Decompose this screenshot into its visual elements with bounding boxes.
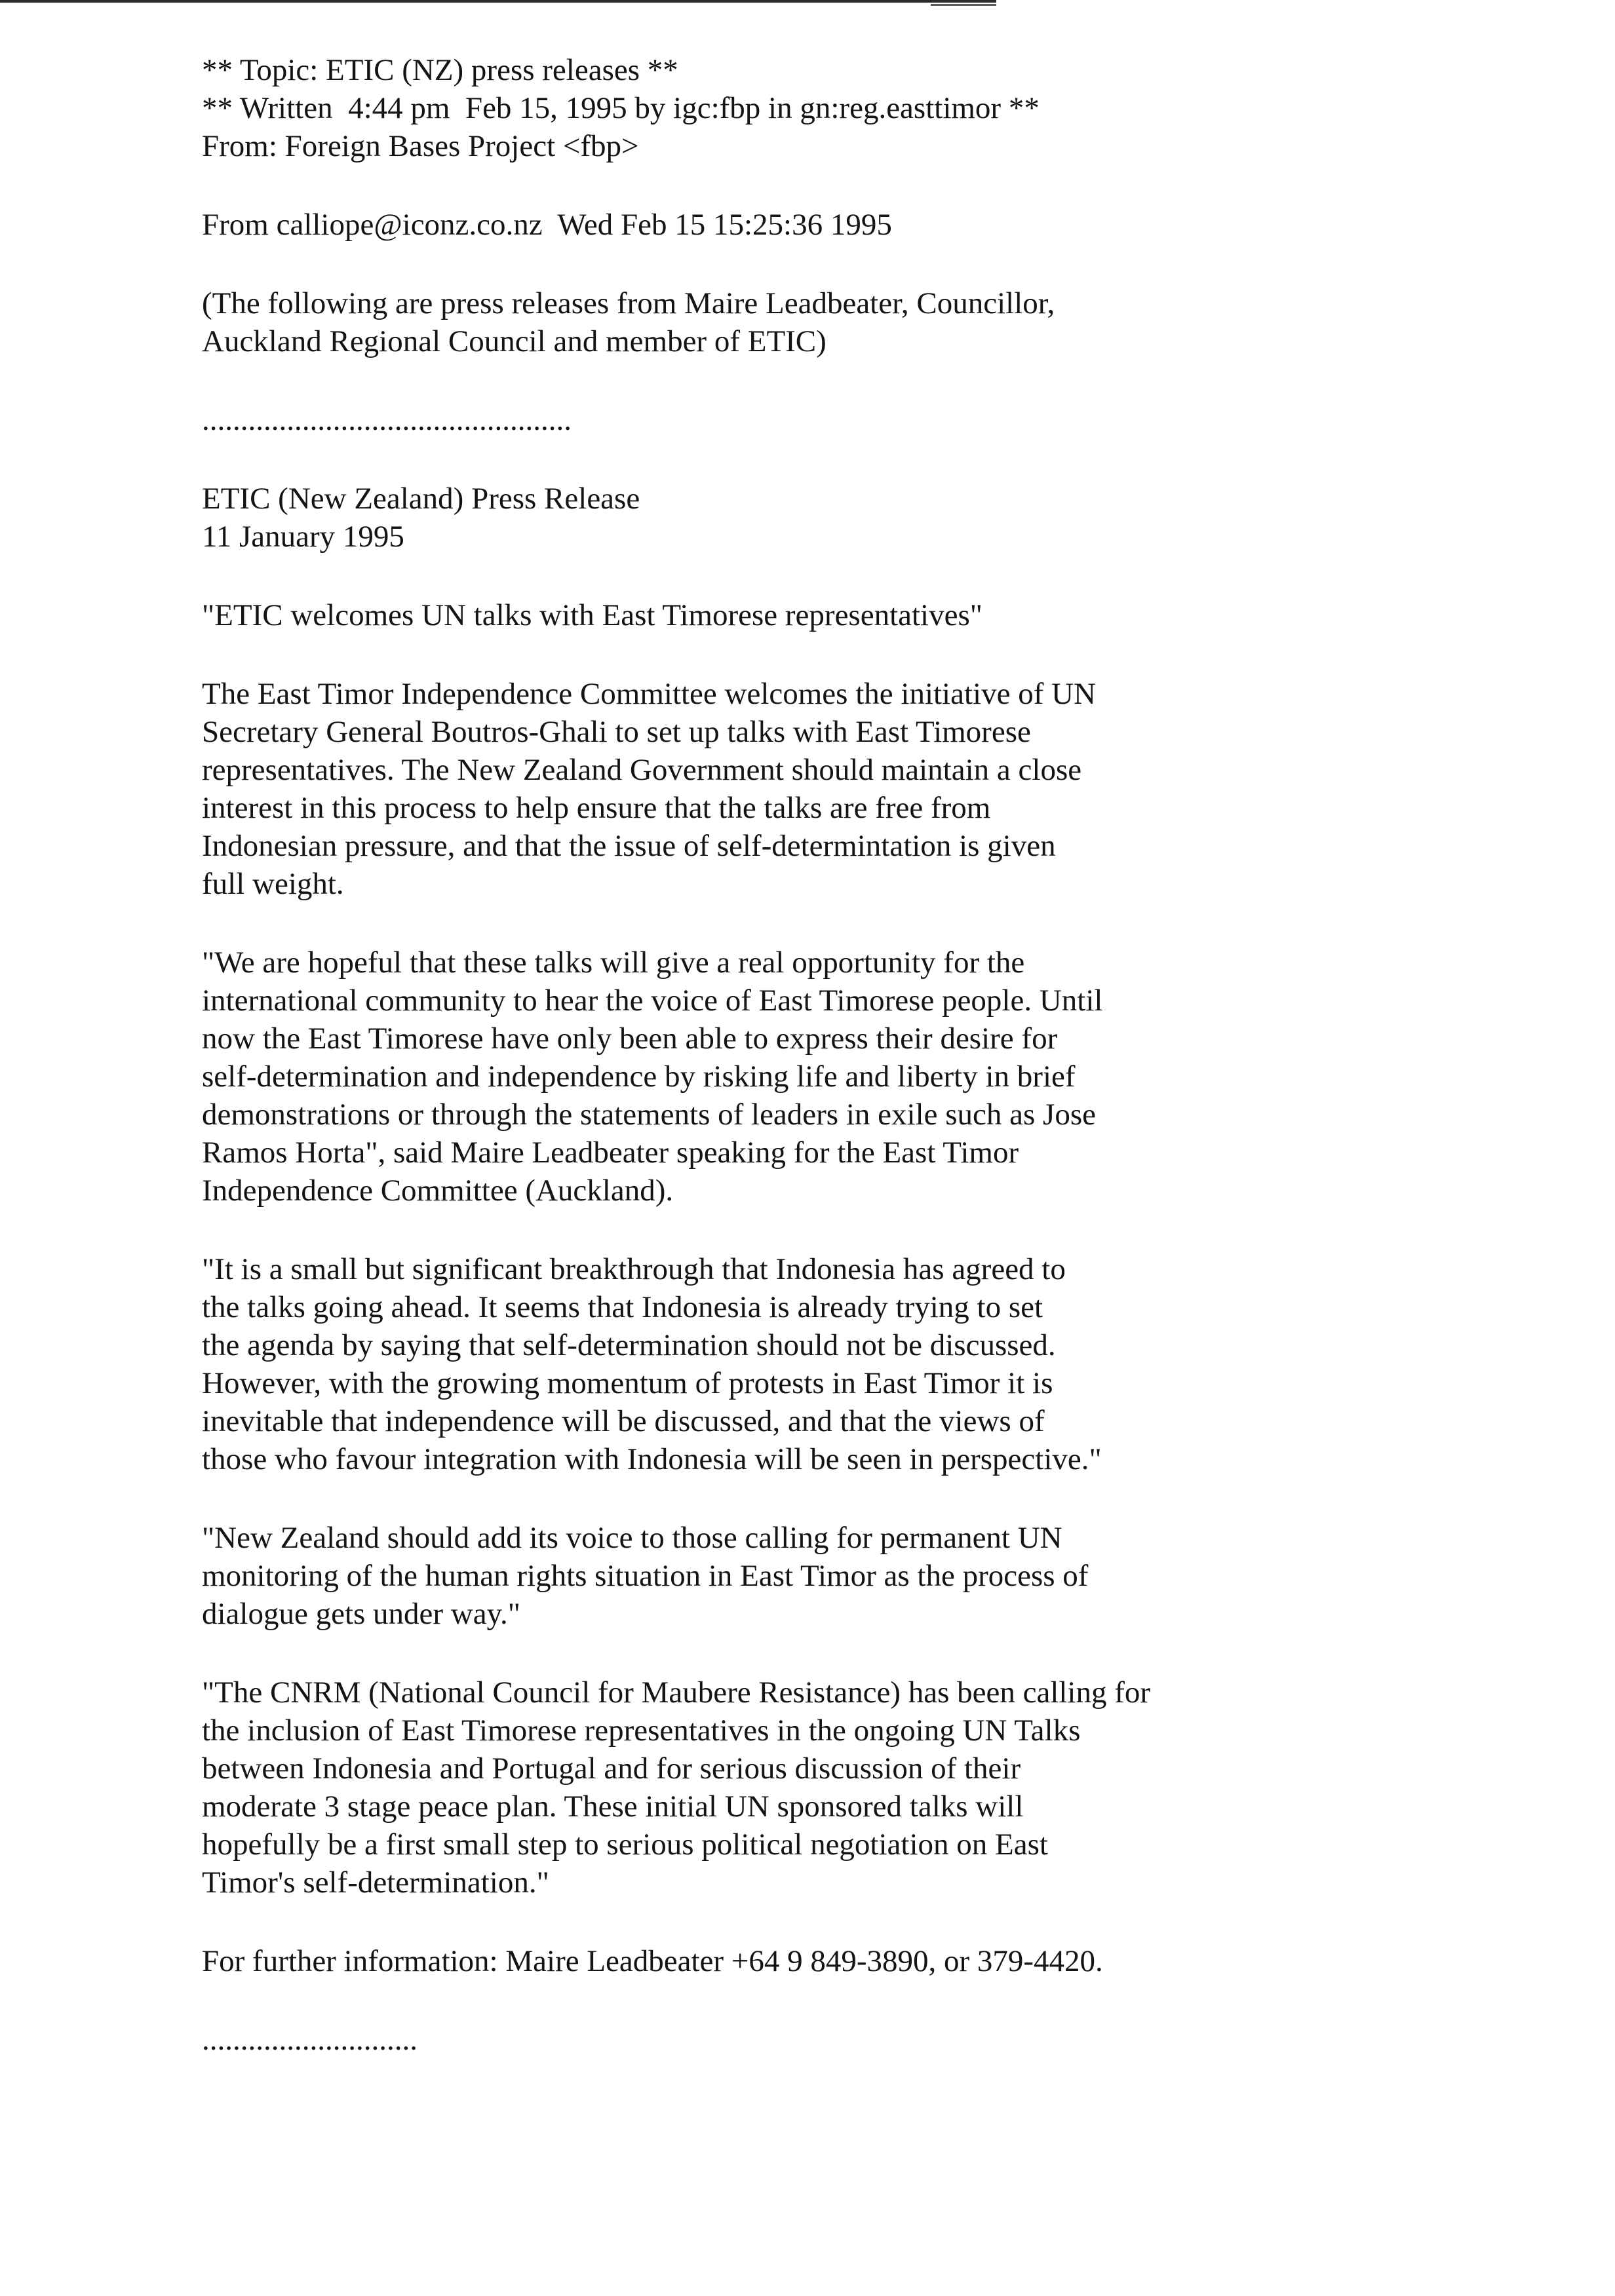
body-line: monitoring of the human rights situation in East Timor as the process of bbox=[202, 1559, 1089, 1593]
separator-short-block bbox=[202, 2021, 1447, 2059]
body-line: "The CNRM (National Council for Maubere Resistance) has been calling for bbox=[202, 1675, 1151, 1710]
body-paragraph-4 bbox=[202, 1519, 1447, 1633]
separator-long-block bbox=[202, 401, 1447, 439]
release-headline: "ETIC welcomes UN talks with East Timorese representatives" bbox=[202, 598, 983, 632]
body-line: "New Zealand should add its voice to those calling for permanent UN bbox=[202, 1521, 1062, 1555]
envelope-line-block bbox=[202, 206, 1447, 244]
body-paragraph-5 bbox=[202, 1674, 1447, 1902]
release-org: ETIC (New Zealand) Press Release bbox=[202, 482, 640, 516]
body-line: representatives. The New Zealand Government should maintain a close bbox=[202, 753, 1082, 787]
body-line: between Indonesia and Portugal and for serious discussion of their bbox=[202, 1751, 1021, 1786]
intro-paragraph bbox=[202, 284, 1447, 360]
contact-paragraph bbox=[202, 1942, 1447, 1980]
body-paragraph-2 bbox=[202, 944, 1447, 1210]
body-line: Independence Committee (Auckland). bbox=[202, 1174, 674, 1208]
topic-line: ** Topic: ETIC (NZ) press releases ** bbox=[202, 53, 678, 87]
body-line: international community to hear the voice of East Timorese people. Until bbox=[202, 984, 1103, 1018]
scan-top-edge bbox=[0, 0, 996, 3]
body-line: full weight. bbox=[202, 867, 344, 901]
message-header bbox=[202, 51, 1447, 165]
body-line: those who favour integration with Indonesia will be seen in perspective." bbox=[202, 1442, 1102, 1476]
body-line: moderate 3 stage peace plan. These initial UN sponsored talks will bbox=[202, 1789, 1024, 1824]
written-line: ** Written 4:44 pm Feb 15, 1995 by igc:fbp in gn:reg.easttimor ** bbox=[202, 91, 1040, 125]
body-line: hopefully be a first small step to serious political negotiation on East bbox=[202, 1827, 1048, 1862]
separator-short: ............................ bbox=[202, 2023, 418, 2057]
body-line: "It is a small but significant breakthrough that Indonesia has agreed to bbox=[202, 1252, 1066, 1286]
body-line: "We are hopeful that these talks will give a real opportunity for the bbox=[202, 946, 1025, 980]
body-line: Secretary General Boutros-Ghali to set up talks with East Timorese bbox=[202, 715, 1031, 749]
body-line: the inclusion of East Timorese representatives in the ongoing UN Talks bbox=[202, 1713, 1081, 1748]
body-line: Indonesian pressure, and that the issue of self-determintation is given bbox=[202, 829, 1056, 863]
contact-line: For further information: Maire Leadbeater +64 9 849-3890, or 379-4420. bbox=[202, 1944, 1103, 1978]
intro-line: (The following are press releases from Maire Leadbeater, Councillor, bbox=[202, 286, 1055, 320]
release-heading bbox=[202, 480, 1447, 556]
body-paragraph-1 bbox=[202, 675, 1447, 903]
body-line: However, with the growing momentum of protests in East Timor it is bbox=[202, 1366, 1053, 1400]
body-line: the talks going ahead. It seems that Indonesia is already trying to set bbox=[202, 1290, 1043, 1324]
body-line: now the East Timorese have only been able to express their desire for bbox=[202, 1022, 1058, 1056]
body-line: dialogue gets under way." bbox=[202, 1597, 520, 1631]
body-line: interest in this process to help ensure that the talks are free from bbox=[202, 791, 991, 825]
intro-line: Auckland Regional Council and member of ETIC) bbox=[202, 324, 827, 358]
headline-block bbox=[202, 596, 1447, 634]
body-line: the agenda by saying that self-determination should not be discussed. bbox=[202, 1328, 1056, 1362]
body-line: Timor's self-determination." bbox=[202, 1866, 549, 1900]
release-date: 11 January 1995 bbox=[202, 520, 404, 554]
scan-top-edge-mark bbox=[931, 4, 996, 6]
body-line: demonstrations or through the statements of leaders in exile such as Jose bbox=[202, 1098, 1096, 1132]
document-page bbox=[202, 51, 1447, 2099]
separator-long: ................................................ bbox=[202, 403, 572, 437]
body-line: inevitable that independence will be discussed, and that the views of bbox=[202, 1404, 1045, 1438]
body-line: self-determination and independence by risking life and liberty in brief bbox=[202, 1060, 1076, 1094]
envelope-line: From calliope@iconz.co.nz Wed Feb 15 15:25:36 1995 bbox=[202, 208, 892, 242]
body-line: The East Timor Independence Committee welcomes the initiative of UN bbox=[202, 677, 1096, 711]
body-paragraph-3 bbox=[202, 1250, 1447, 1478]
from-line: From: Foreign Bases Project <fbp> bbox=[202, 129, 639, 163]
body-line: Ramos Horta", said Maire Leadbeater speaking for the East Timor bbox=[202, 1136, 1019, 1170]
